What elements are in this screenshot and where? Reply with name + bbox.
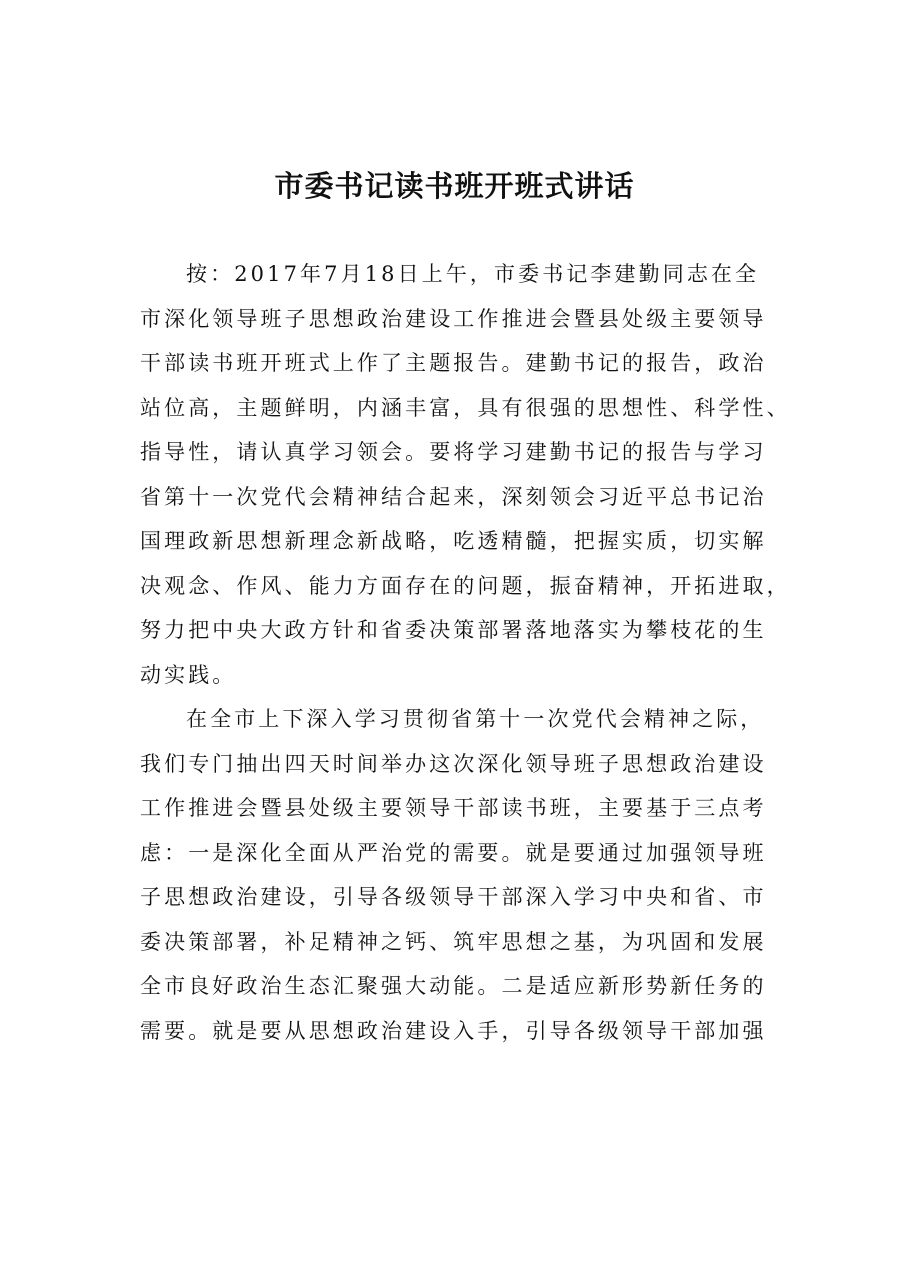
text-line: 市深化领导班子思想政治建设工作推进会暨县处级主要领导 — [140, 306, 767, 331]
text-line: 子思想政治建设，引导各级领导干部深入学习中央和省、市 — [140, 885, 767, 909]
text-line: 需要。就是要从思想政治建设入手，引导各级领导干部加强 — [140, 1018, 767, 1043]
text-line: 省第十一次党代会精神结合起来，深刻领会习近平总书记治 — [140, 484, 767, 509]
document-title: 市委书记读书班开班式讲话 — [274, 169, 635, 203]
text-line: 干部读书班开班式上作了主题报告。建勤书记的报告，政治 — [140, 351, 767, 375]
text-line: 委决策部署，补足精神之钙、筑牢思想之基，为巩固和发展 — [140, 929, 767, 954]
text-line: 工作推进会暨县处级主要领导干部读书班，主要基于三点考 — [140, 796, 767, 820]
text-line: 国理政新思想新理念新战略，吃透精髓，把握实质，切实解 — [140, 529, 767, 553]
text-line: 全市良好政治生态汇聚强大动能。二是适应新形势新任务的 — [140, 974, 767, 998]
text-line: 决观念、作风、能力方面存在的问题，振奋精神，开拓进取， — [140, 573, 791, 598]
text-line: 指导性，请认真学习领会。要将学习建勤书记的报告与学习 — [140, 440, 767, 464]
paragraph-note — [140, 252, 791, 697]
text-line: 虑：一是深化全面从严治党的需要。就是要通过加强领导班 — [140, 840, 767, 865]
text-line: 按：2017年7月18日上午，市委书记李建勤同志在全 — [186, 262, 760, 286]
text-line: 我们专门抽出四天时间举办这次深化领导班子思想政治建设 — [140, 751, 767, 776]
text-line: 动实践。 — [140, 662, 237, 687]
text-line: 努力把中央大政方针和省委决策部署落地落实为攀枝花的生 — [140, 618, 767, 642]
text-line: 在全市上下深入学习贯彻省第十一次党代会精神之际， — [186, 707, 765, 731]
text-line: 站位高，主题鲜明，内涵丰富，具有很强的思想性、科学性、 — [140, 395, 791, 420]
document-body — [140, 252, 791, 1053]
paragraph-speech — [140, 697, 780, 1053]
